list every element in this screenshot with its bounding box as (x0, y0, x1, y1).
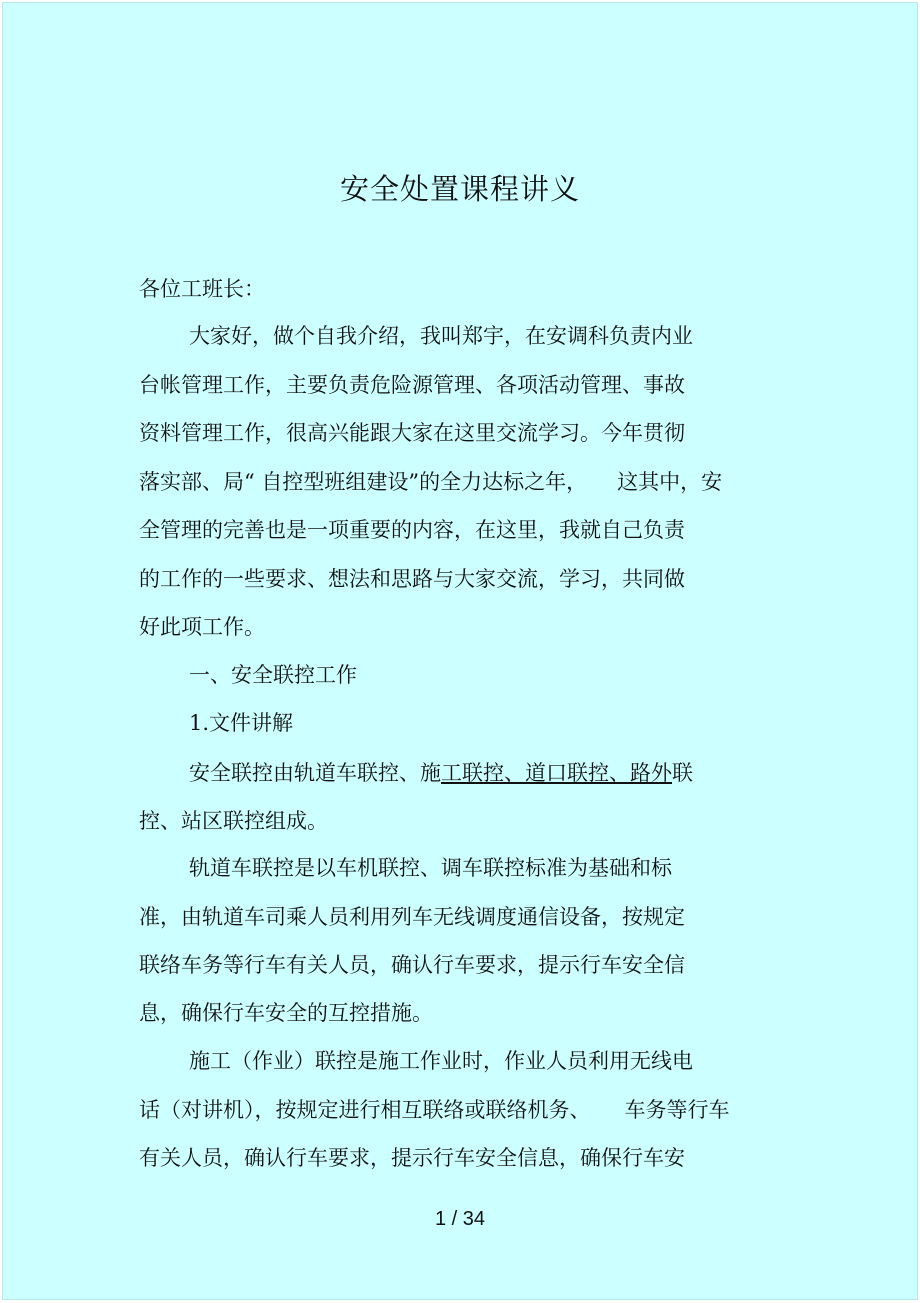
paragraph-line: 有关人员，确认行车要求，提示行车安全信息，确保行车安 (139, 1146, 685, 1170)
paragraph-line (139, 1096, 730, 1124)
paragraph-line: 联络车务等行车有关人员，确认行车要求，提示行车安全信 (139, 953, 685, 977)
paragraph-segment: 安全联控由轨道车联控、施 (189, 761, 441, 785)
paragraph-line: 好此项工作。 (139, 615, 265, 639)
paragraph-line: 台帐管理工作，主要负责危险源管理、各项活动管理、事故 (139, 373, 685, 397)
underlined-text: 工联控、道口联控、路外 (441, 761, 672, 785)
paragraph-segment: 话（对讲机），按规定进行相互联络或联络机务、 (139, 1098, 591, 1122)
paragraph-line: 轨道车联控是以车机联控、调车联控标准为基础和标 (189, 856, 672, 880)
paragraph-line: 的工作的一些要求、想法和思路与大家交流，学习，共同做 (139, 567, 685, 591)
section-heading: 一、安全联控工作 (189, 663, 357, 687)
document-title: 安全处置课程讲义 (339, 172, 580, 206)
document-page (2, 2, 918, 1300)
page-number: 1 / 34 (434, 1208, 486, 1230)
paragraph-line: 全管理的完善也是一项重要的内容，在这里，我就自己负责 (139, 518, 685, 542)
greeting-line: 各位工班长： (139, 277, 265, 301)
paragraph-segment: 落实部、局“ 自控型班组建设”的全力达标之年， (139, 470, 588, 494)
paragraph-line: 息，确保行车安全的互控措施。 (139, 1001, 433, 1025)
paragraph-segment: 车务等行车 (624, 1098, 730, 1122)
paragraph-line (139, 468, 722, 496)
paragraph-segment: 这其中，安 (617, 470, 723, 494)
paragraph-line: 大家好，做个自我介绍，我叫郑宇，在安调科负责内业 (189, 324, 693, 348)
paragraph-line (189, 759, 693, 787)
subsection-heading: 1.文件讲解 (189, 711, 294, 735)
paragraph-line: 资料管理工作，很高兴能跟大家在这里交流学习。今年贯彻 (139, 421, 685, 445)
paragraph-segment: 联 (672, 761, 693, 785)
paragraph-line: 施工（作业）联控是施工作业时，作业人员利用无线电 (189, 1049, 693, 1073)
paragraph-line: 控、站区联控组成。 (139, 809, 328, 833)
paragraph-line: 准，由轨道车司乘人员利用列车无线调度通信设备，按规定 (139, 905, 685, 929)
